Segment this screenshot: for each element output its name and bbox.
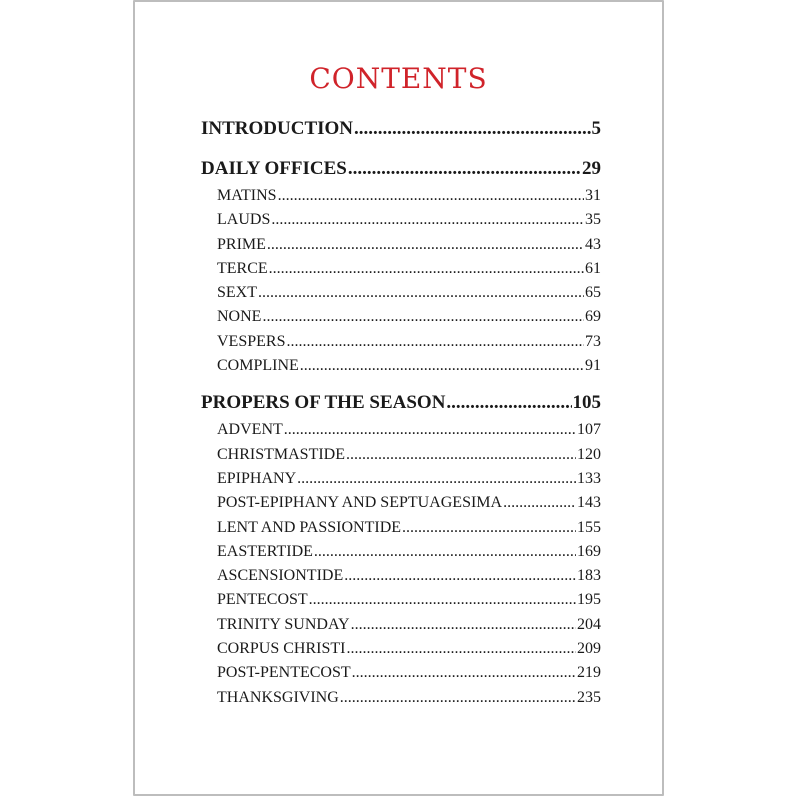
toc-entry[interactable] xyxy=(201,233,601,257)
dot-leader xyxy=(346,637,576,661)
toc-entry-page: 235 xyxy=(577,688,601,706)
toc-entry[interactable] xyxy=(201,184,601,208)
toc-entry-label: LAUDS xyxy=(217,211,271,229)
toc-heading-page: 105 xyxy=(572,392,601,414)
toc-entry-label: THANKSGIVING xyxy=(217,688,339,706)
toc-entry-label: COMPLINE xyxy=(217,357,299,375)
toc-entry-page: 195 xyxy=(577,591,601,609)
toc-entry-label: EASTERTIDE xyxy=(217,542,313,560)
toc-entry[interactable] xyxy=(201,637,601,661)
toc-entry-label: POST-PENTECOST xyxy=(217,664,351,682)
toc-entry[interactable] xyxy=(201,613,601,637)
toc-entry-label: ADVENT xyxy=(217,421,283,439)
toc-entry-label: POST-EPIPHANY AND SEPTUAGESIMA xyxy=(217,494,503,512)
toc-entry[interactable] xyxy=(201,208,601,232)
toc-entry[interactable] xyxy=(201,564,601,588)
dot-leader xyxy=(286,330,584,354)
toc-entry[interactable] xyxy=(201,540,601,564)
toc-entry[interactable] xyxy=(201,305,601,329)
toc-section-heading[interactable] xyxy=(201,388,601,418)
toc-entry-label: VESPERS xyxy=(217,332,286,350)
toc-heading-label: PROPERS OF THE SEASON xyxy=(201,392,446,414)
toc-entry[interactable] xyxy=(201,467,601,491)
dot-leader xyxy=(346,443,576,467)
toc-section xyxy=(201,388,601,710)
toc-entry-page: 65 xyxy=(585,284,601,302)
table-of-contents xyxy=(201,114,601,720)
toc-entry-label: NONE xyxy=(217,308,262,326)
toc-entry[interactable] xyxy=(201,491,601,515)
toc-section xyxy=(201,114,601,144)
toc-entry-page: 209 xyxy=(577,640,601,658)
dot-leader xyxy=(284,418,576,442)
toc-section xyxy=(201,154,601,378)
toc-entry-page: 204 xyxy=(577,615,601,633)
toc-entry-page: 73 xyxy=(585,332,601,350)
dot-leader xyxy=(258,281,584,305)
toc-entry[interactable] xyxy=(201,281,601,305)
toc-entry[interactable] xyxy=(201,418,601,442)
dot-leader xyxy=(309,588,576,612)
dot-leader xyxy=(503,491,576,515)
toc-heading-label: DAILY OFFICES xyxy=(201,158,347,179)
toc-entry-page: 133 xyxy=(577,469,601,487)
dot-leader xyxy=(300,354,584,378)
toc-entry-page: 107 xyxy=(577,421,601,439)
toc-entry-label: ASCENSIONTIDE xyxy=(217,567,344,585)
dot-leader xyxy=(262,305,584,329)
dot-leader xyxy=(278,184,584,208)
toc-entry-page: 31 xyxy=(585,187,601,204)
dot-leader xyxy=(351,613,576,637)
dot-leader xyxy=(297,467,576,491)
dot-leader xyxy=(340,686,576,710)
toc-entry[interactable] xyxy=(201,354,601,378)
toc-entry-page: 169 xyxy=(577,542,601,560)
dot-leader xyxy=(314,540,576,564)
toc-entry-page: 219 xyxy=(577,664,601,682)
toc-entry[interactable] xyxy=(201,443,601,467)
dot-leader xyxy=(402,516,576,540)
dot-leader xyxy=(271,208,584,232)
toc-entry[interactable] xyxy=(201,661,601,685)
dot-leader xyxy=(269,257,584,281)
toc-entry-label: CHRISTMASTIDE xyxy=(217,445,346,463)
toc-entry-label: PRIME xyxy=(217,235,266,253)
toc-entry-page: 155 xyxy=(577,518,601,536)
toc-entry[interactable] xyxy=(201,588,601,612)
toc-entry-label: SEXT xyxy=(217,284,257,302)
toc-entry[interactable] xyxy=(201,257,601,281)
toc-entry-page: 61 xyxy=(585,259,601,277)
toc-entry-label: PENTECOST xyxy=(217,591,308,609)
dot-leader xyxy=(352,661,576,685)
toc-entry-label: TRINITY SUNDAY xyxy=(217,615,350,633)
toc-entry-label: MATINS xyxy=(217,187,277,204)
book-page xyxy=(133,0,664,796)
toc-heading-page: 29 xyxy=(582,158,601,179)
contents-title: CONTENTS xyxy=(309,62,488,95)
toc-entry-page: 183 xyxy=(577,567,601,585)
toc-entry[interactable] xyxy=(201,516,601,540)
toc-entry-page: 91 xyxy=(585,357,601,375)
dot-leader xyxy=(354,114,590,144)
toc-entry-label: LENT AND PASSIONTIDE xyxy=(217,518,402,536)
toc-section-heading[interactable] xyxy=(201,114,601,144)
toc-entry-label: TERCE xyxy=(217,259,268,277)
toc-entry-page: 35 xyxy=(585,211,601,229)
toc-heading-page: 5 xyxy=(591,118,601,139)
dot-leader xyxy=(344,564,576,588)
dot-leader xyxy=(446,388,571,418)
toc-entry-label: EPIPHANY xyxy=(217,469,297,487)
toc-section-heading[interactable] xyxy=(201,154,601,184)
toc-entry-page: 69 xyxy=(585,308,601,326)
dot-leader xyxy=(267,233,584,257)
toc-entry-page: 43 xyxy=(585,235,601,253)
dot-leader xyxy=(348,154,581,184)
toc-entry[interactable] xyxy=(201,330,601,354)
toc-entry[interactable] xyxy=(201,686,601,710)
toc-entry-label: CORPUS CHRISTI xyxy=(217,640,346,658)
toc-entry-page: 120 xyxy=(577,445,601,463)
toc-entry-page: 143 xyxy=(577,494,601,512)
toc-heading-label: INTRODUCTION xyxy=(201,118,354,139)
